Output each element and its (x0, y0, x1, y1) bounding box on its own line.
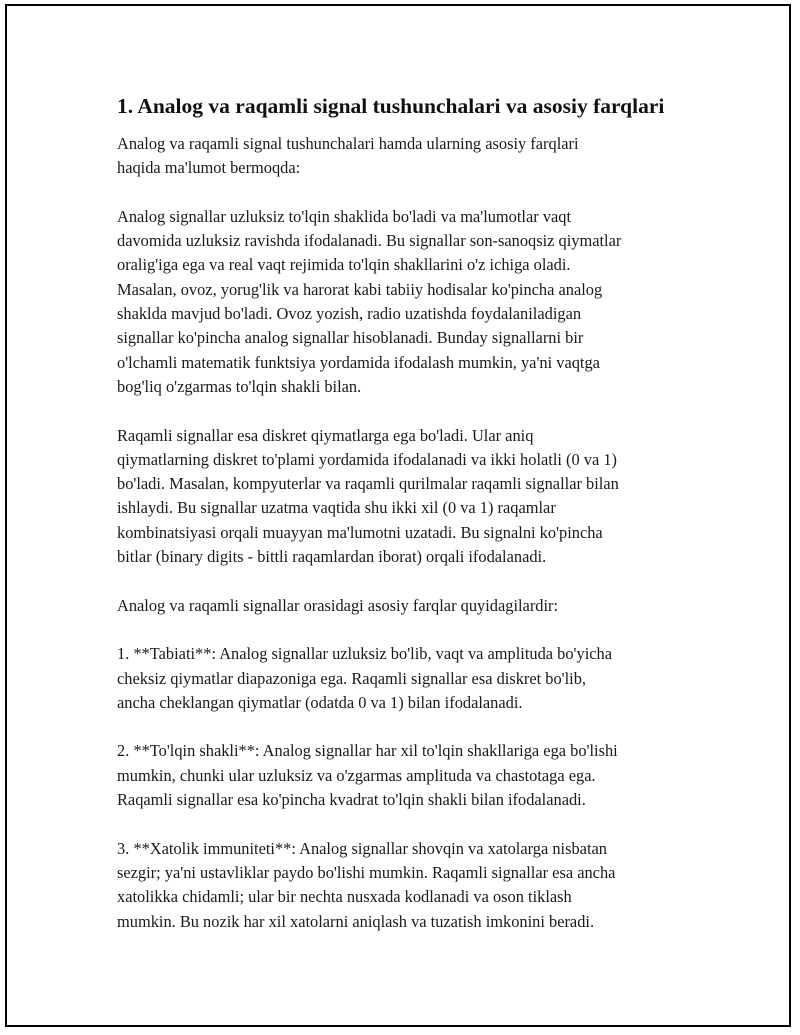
intro-paragraph: Analog va raqamli signal tushunchalari hamda ularning asosiy farqlari haqida ma'lumot bermoqda: (117, 134, 579, 178)
difference-item-error-immunity: 3. **Xatolik immuniteti**: Analog signallar shovqin va xatolarga nisbatan sezgir; ya'ni ustavliklar paydo bo'lishi mumkin. Raqamli signallar esa ancha xatolikka chidamli; ular bir nechta nusxada kodlanadi va oson tiklash mumkin. Bu nozik har xil xatolarni aniqlash va tuzatish imkonini beradi. (117, 838, 616, 931)
difference-item-nature: 1. **Tabiati**: Analog signallar uzluksiz bo'lib, vaqt va amplituda bo'yicha cheksiz qiymatlar diapazoniga ega. Raqamli signallar esa diskret bo'lib, ancha cheklangan qiymatlar (odatda 0 va 1) bilan ifodalanadi. (117, 644, 613, 712)
analog-paragraph: Analog signallar uzluksiz to'lqin shaklida bo'ladi va ma'lumotlar vaqt davomida uzluksiz ravishda ifodalanadi. Bu signallar son-sanoqsiz qiymatlar oralig'iga ega va real vaqt rejimida to'lqin shakllarini o'z ichiga oladi. Masalan, ovoz, yorug'lik va harorat kabi tabiiy hodisalar ko'pincha analog shaklda mavjud bo'ladi. Ovoz yozish, radio uzatishda foydalaniladigan signallar ko'pincha analog signallar hisoblanadi. Bunday signallarni bir o'lchamli matematik funktsiya yordamida ifodalash mumkin, ya'ni vaqtga bog'liq o'zgarmas to'lqin shakli bilan. (117, 206, 622, 396)
digital-paragraph: Raqamli signallar esa diskret qiymatlarga ega bo'ladi. Ular aniq qiymatlarning diskret to'plami yordamida ifodalanadi va ikki holatli (0 va 1) bo'ladi. Masalan, kompyuterlar va raqamli qurilmalar raqamli signallar bilan ishlaydi. Bu signallar uzatma vaqtida shu ikki xil (0 va 1) raqamlar kombinatsiyasi orqali muayyan ma'lumotni uzatadi. Bu signalni ko'pincha bitlar (binary digits - bittli raqamlardan iborat) orqali ifodalanadi. (117, 425, 619, 567)
document-body (117, 92, 697, 958)
differences-intro-paragraph: Analog va raqamli signallar orasidagi asosiy farqlar quyidagilardir: (117, 595, 559, 615)
difference-item-waveform: 2. **To'lqin shakli**: Analog signallar har xil to'lqin shakllariga ega bo'lishi mumkin, chunki ular uzluksiz va o'zgarmas amplituda va chastotaga ega. Raqamli signallar esa ko'pincha kvadrat to'lqin shakli bilan ifodalanadi. (117, 741, 618, 810)
document-title: 1. Analog va raqamli signal tushunchalari va asosiy farqlari (117, 94, 665, 118)
